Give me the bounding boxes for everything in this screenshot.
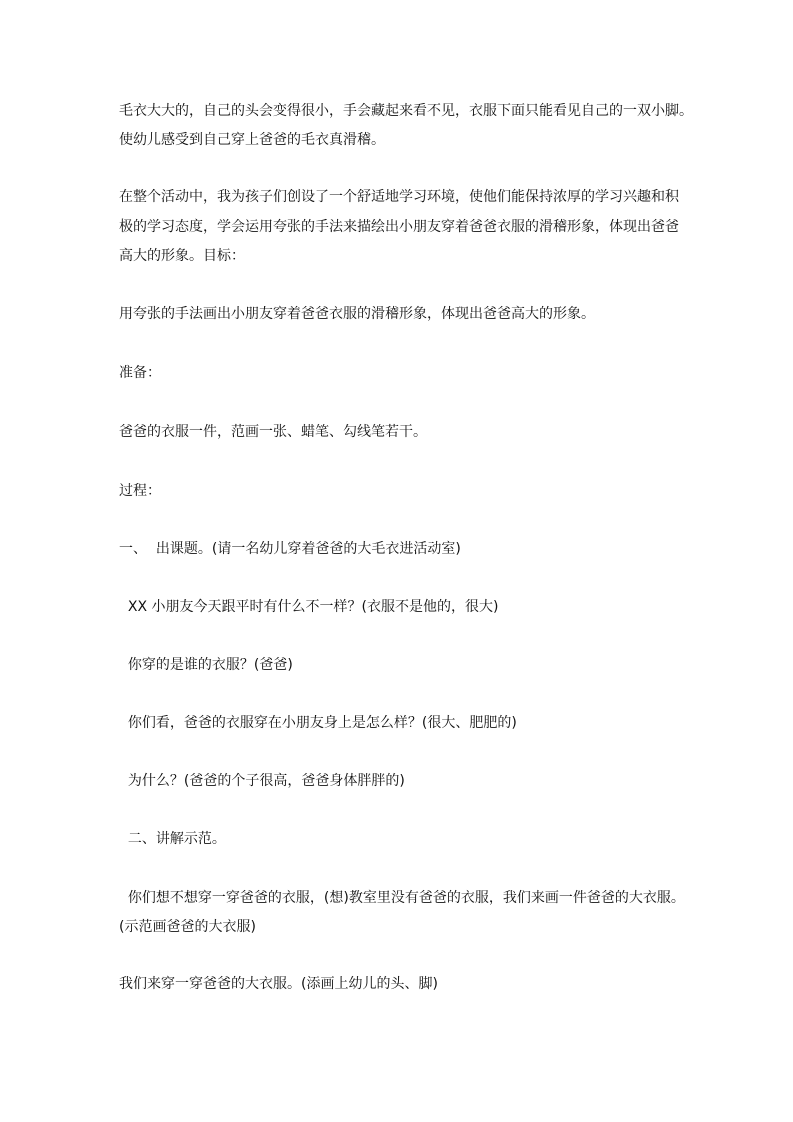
section-heading: 过程： — [119, 483, 161, 499]
section-heading: 准备： — [119, 365, 161, 381]
paragraph-line: 在整个活动中，我为孩子们创设了一个舒适地学习环境，使他们能保持浓厚的学习兴趣和积 — [119, 189, 679, 205]
section-heading: 二、讲解示范。 — [119, 831, 226, 847]
paragraph-line: 你们看，爸爸的衣服穿在小朋友身上是怎么样？(很大、肥肥的) — [119, 715, 517, 731]
paragraph-line: (示范画爸爸的大衣服) — [119, 919, 256, 935]
paragraph-line: 你穿的是谁的衣服？(爸爸) — [119, 657, 293, 673]
paragraph-line: 高大的形象。目标： — [119, 248, 245, 264]
paragraph-line: 使幼儿感受到自己穿上爸爸的毛衣真滑稽。 — [119, 132, 385, 148]
paragraph-line: 极的学习态度，学会运用夸张的手法来描绘出小朋友穿着爸爸衣服的滑稽形象，体现出爸爸 — [119, 219, 679, 235]
paragraph-line: XX 小朋友今天跟平时有什么不一样？(衣服不是他的，很大) — [119, 599, 499, 615]
paragraph-line: 毛衣大大的，自己的头会变得很小，手会藏起来看不见，衣服下面只能看见自己的一双小脚。 — [119, 103, 693, 119]
paragraph-line: 爸爸的衣服一件，范画一张、蜡笔、勾线笔若干。 — [119, 424, 427, 440]
paragraph-line: 一、 出课题。(请一名幼儿穿着爸爸的大毛衣进活动室) — [119, 541, 461, 557]
paragraph-line: 我们来穿一穿爸爸的大衣服。(添画上幼儿的头、脚) — [119, 976, 438, 992]
paragraph-line: 你们想不想穿一穿爸爸的衣服，(想)教室里没有爸爸的衣服，我们来画一件爸爸的大衣服。 — [119, 890, 685, 906]
paragraph-line: 为什么？(爸爸的个子很高，爸爸身体胖胖的) — [119, 773, 405, 789]
paragraph-line: 用夸张的手法画出小朋友穿着爸爸衣服的滑稽形象，体现出爸爸高大的形象。 — [119, 306, 595, 322]
